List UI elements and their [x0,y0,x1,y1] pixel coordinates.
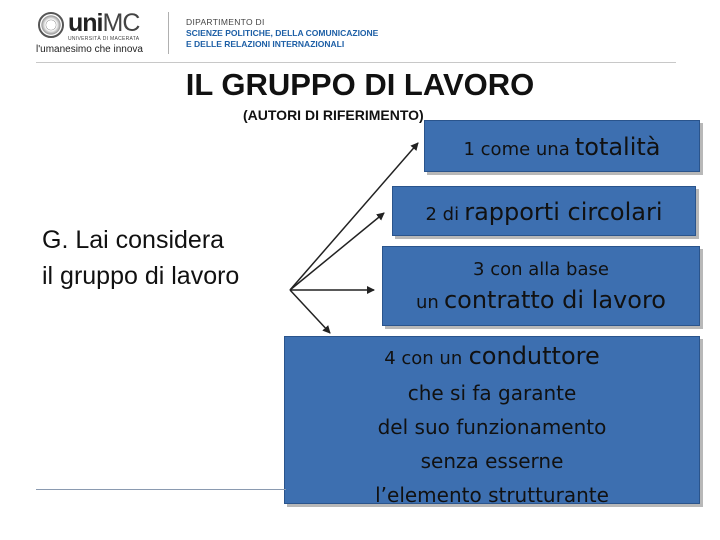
box-4-line-2: che si fa garante [407,381,577,405]
lead-text [42,222,239,294]
arrow-to-box-2 [290,213,384,290]
box-3-prefix: un [416,292,439,313]
box-3-line-1: 3 con alla base [473,259,609,280]
lead-line-1: G. Lai considera [42,226,225,254]
slide-subtitle: (AUTORI DI RIFERIMENTO) [243,107,424,123]
box-4-line-5: l’elemento strutturante [375,483,609,507]
arrow-to-box-4 [290,290,330,333]
header-rule [36,62,676,63]
concept-box-3 [382,246,700,326]
logo-wordmark: uniMC [68,9,140,37]
department-name [186,17,378,50]
box-4-keyword: conduttore [468,342,600,370]
concept-box-1 [424,120,700,172]
slide-title: IL GRUPPO DI LAVORO [185,67,535,102]
box-2-keyword: rapporti circolari [464,198,663,226]
dept-line-2: SCIENZE POLITICHE, DELLA COMUNICAZIONE [186,28,379,38]
lead-line-2: il gruppo di lavoro [42,262,240,290]
box-2-prefix: 2 di [425,204,460,225]
box-4-prefix: 4 con un [384,348,463,369]
dept-line-3: E DELLE RELAZIONI INTERNAZIONALI [186,39,345,49]
box-1-keyword: totalità [574,133,661,161]
box-4-line-4: senza esserne [420,449,564,473]
header-divider [168,12,169,54]
logo-motto: l'umanesimo che innova [36,44,143,55]
university-logo [34,8,174,56]
concept-box-2 [392,186,696,236]
concept-box-4 [284,336,700,507]
dept-line-1: DIPARTIMENTO DI [186,17,265,27]
box-1-prefix: 1 come una [463,139,570,160]
box-3-keyword: contratto di lavoro [443,286,666,314]
box-4-line-3: del suo funzionamento [377,415,607,439]
logo-university-name: UNIVERSITÀ DI MACERATA [68,36,140,42]
university-seal-icon [38,12,64,38]
footer-rule [36,489,286,490]
